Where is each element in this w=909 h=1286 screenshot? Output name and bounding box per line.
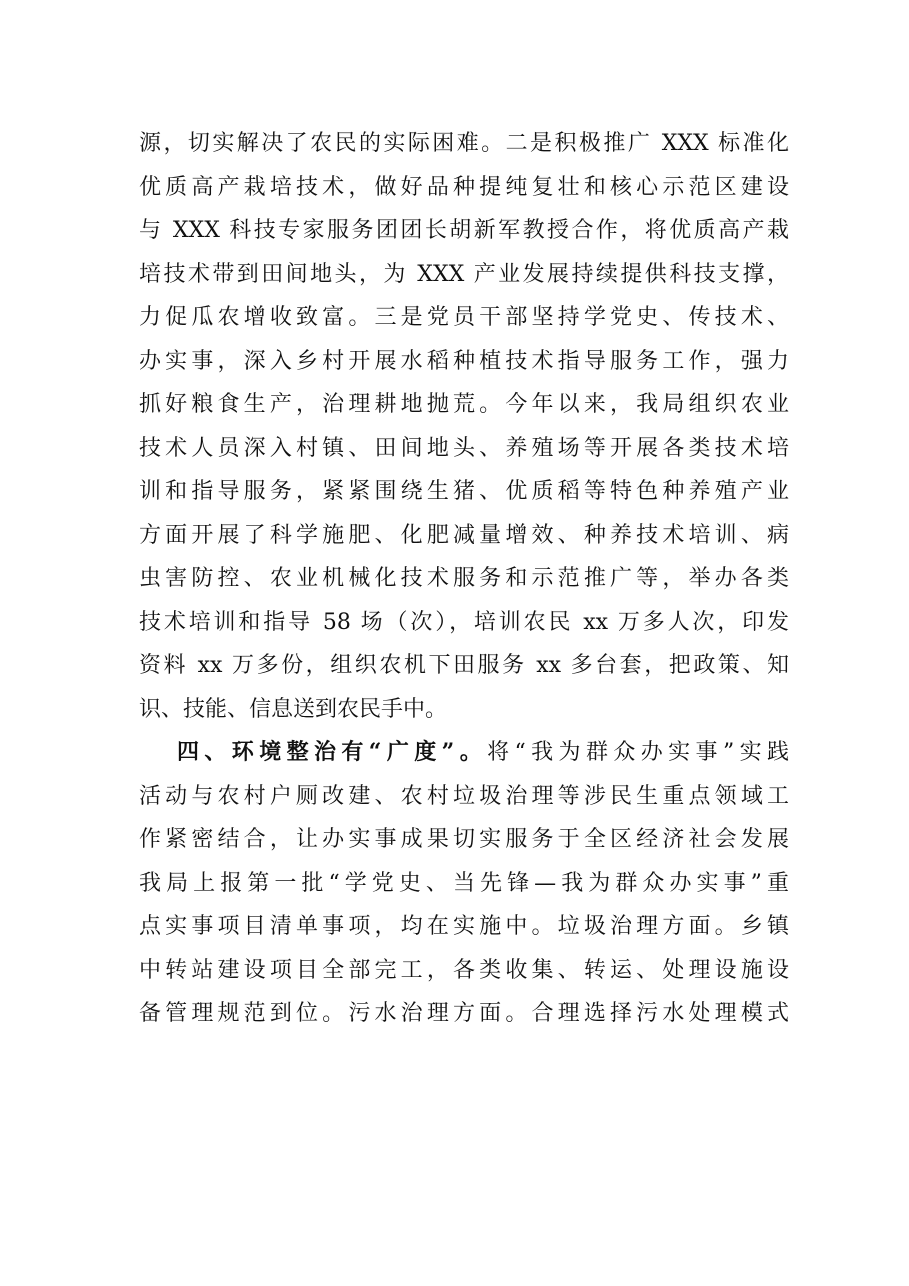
text-line: 培技术带到田间地头，为 XXX 产业发展持续提供科技支撑， [139, 261, 789, 287]
section-heading: 四、环境整治有“广度”。 [177, 739, 488, 765]
text-line: 抓好粮食生产，治理耕地抛荒。今年以来，我局组织农业 [139, 392, 789, 417]
text-line: 备管理规范到位。污水治理方面。合理选择污水处理模式 [139, 1001, 789, 1026]
text-line: 与 XXX 科技专家服务团团长胡新军教授合作，将优质高产栽 [139, 218, 789, 243]
text-line: 活动与农村户厕改建、农村垃圾治理等涉民生重点领域工 [139, 783, 789, 809]
text-line: 优质高产栽培技术，做好品种提纯复壮和核心示范区建设 [139, 174, 789, 200]
paragraph-2 [139, 731, 789, 1036]
text-line: 方面开展了科学施肥、化肥减量增效、种养技术培训、病 [139, 522, 789, 548]
paragraph-2-first-line [139, 731, 789, 775]
text-line: 中转站建设项目全部完工，各类收集、转运、处理设施设 [139, 957, 789, 983]
section-lead-text: 将“我为群众办实事”实践 [487, 740, 789, 765]
text-line: 训和指导服务，紧紧围绕生猪、优质稻等特色种养殖产业 [139, 479, 789, 504]
text-line: 我局上报第一批“学党史、当先锋—我为群众办实事”重 [139, 870, 789, 896]
text-line: 办实事，深入乡村开展水稻种植技术指导服务工作，强力 [139, 348, 789, 374]
text-line: 技术人员深入村镇、田间地头、养殖场等开展各类技术培 [139, 435, 789, 461]
text-line: 虫害防控、农业机械化技术服务和示范推广等，举办各类 [139, 566, 789, 591]
paragraph-1 [139, 122, 789, 731]
text-line: 点实事项目清单事项，均在实施中。垃圾治理方面。乡镇 [139, 914, 789, 939]
text-line: 识、技能、信息送到农民手中。 [139, 696, 448, 722]
text-line: 作紧密结合，让办实事成果切实服务于全区经济社会发展 [139, 827, 789, 852]
body-text [139, 122, 789, 1036]
text-line: 资料 xx 万多份，组织农机下田服务 xx 多台套，把政策、知 [139, 653, 789, 678]
text-line: 源，切实解决了农民的实际困难。二是积极推广 XXX 标准化 [139, 131, 789, 156]
text-line: 力促瓜农增收致富。三是党员干部坚持学党史、传技术、 [139, 305, 789, 330]
text-line: 技术培训和指导 58 场（次），培训农民 xx 万多人次，印发 [139, 609, 789, 635]
